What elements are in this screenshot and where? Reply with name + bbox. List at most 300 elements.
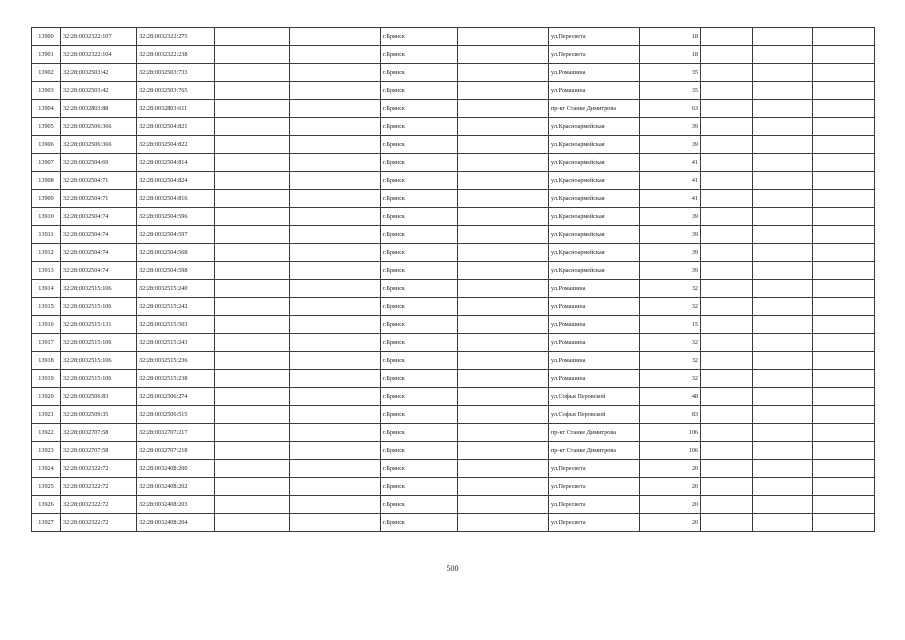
empty-cell <box>753 370 813 388</box>
empty-cell <box>458 424 549 442</box>
street-cell: ул.Красноармейская <box>549 136 640 154</box>
city-cell: г.Брянск <box>381 154 458 172</box>
street-cell: ул.Красноармейская <box>549 262 640 280</box>
street-cell: ул.Ромашина <box>549 352 640 370</box>
table-row <box>32 514 875 532</box>
house-number: 20 <box>640 514 701 532</box>
empty-cell <box>813 478 875 496</box>
empty-cell <box>701 424 753 442</box>
parcel-number: 32:28:0032504:74 <box>61 262 137 280</box>
empty-cell <box>701 244 753 262</box>
table-row <box>32 406 875 424</box>
city-cell: г.Брянск <box>381 46 458 64</box>
street-cell: ул.Красноармейская <box>549 154 640 172</box>
empty-cell <box>701 496 753 514</box>
empty-cell <box>701 388 753 406</box>
table-row <box>32 172 875 190</box>
street-cell: ул.Красноармейская <box>549 172 640 190</box>
empty-cell <box>701 478 753 496</box>
house-number: 39 <box>640 244 701 262</box>
row-number: 13909 <box>32 190 61 208</box>
empty-cell <box>701 136 753 154</box>
street-cell: ул.Ромашина <box>549 316 640 334</box>
empty-cell <box>701 334 753 352</box>
city-cell: г.Брянск <box>381 406 458 424</box>
empty-cell <box>290 388 381 406</box>
parcel-number: 32:28:0032506:83 <box>61 388 137 406</box>
empty-cell <box>813 118 875 136</box>
row-number: 13921 <box>32 406 61 424</box>
empty-cell <box>813 28 875 46</box>
cadastral-number: 32:28:0032503:733 <box>137 64 215 82</box>
row-number: 13900 <box>32 28 61 46</box>
empty-cell <box>701 352 753 370</box>
city-cell: г.Брянск <box>381 298 458 316</box>
empty-cell <box>813 334 875 352</box>
empty-cell <box>215 298 290 316</box>
empty-cell <box>753 514 813 532</box>
city-cell: г.Брянск <box>381 136 458 154</box>
empty-cell <box>290 424 381 442</box>
empty-cell <box>701 460 753 478</box>
house-number: 39 <box>640 136 701 154</box>
table-row <box>32 154 875 172</box>
empty-cell <box>813 352 875 370</box>
house-number: 41 <box>640 190 701 208</box>
empty-cell <box>215 514 290 532</box>
empty-cell <box>215 46 290 64</box>
house-number: 39 <box>640 208 701 226</box>
empty-cell <box>701 442 753 460</box>
parcel-number: 32:28:0032322:72 <box>61 514 137 532</box>
table-row <box>32 316 875 334</box>
empty-cell <box>215 100 290 118</box>
city-cell: г.Брянск <box>381 514 458 532</box>
empty-cell <box>290 154 381 172</box>
table-row <box>32 208 875 226</box>
empty-cell <box>753 46 813 64</box>
empty-cell <box>458 460 549 478</box>
street-cell: ул.Ромашина <box>549 298 640 316</box>
street-cell: пр-кт Станке Димитрова <box>549 100 640 118</box>
row-number: 13926 <box>32 496 61 514</box>
cadastral-number: 32:28:0032408:203 <box>137 496 215 514</box>
cadastral-number: 32:28:0032515:238 <box>137 370 215 388</box>
street-cell: ул.Ромашина <box>549 280 640 298</box>
empty-cell <box>753 154 813 172</box>
table-row <box>32 100 875 118</box>
cadastral-number: 32:28:0032515:243 <box>137 334 215 352</box>
row-number: 13925 <box>32 478 61 496</box>
empty-cell <box>701 262 753 280</box>
empty-cell <box>215 190 290 208</box>
house-number: 20 <box>640 496 701 514</box>
city-cell: г.Брянск <box>381 28 458 46</box>
table-row <box>32 46 875 64</box>
house-number: 15 <box>640 316 701 334</box>
empty-cell <box>458 406 549 424</box>
empty-cell <box>813 154 875 172</box>
empty-cell <box>290 100 381 118</box>
empty-cell <box>458 280 549 298</box>
empty-cell <box>813 82 875 100</box>
row-number: 13904 <box>32 100 61 118</box>
street-cell: ул.Красноармейская <box>549 190 640 208</box>
cadastral-number: 32:28:0032515:242 <box>137 298 215 316</box>
table-row <box>32 388 875 406</box>
empty-cell <box>753 280 813 298</box>
street-cell: ул.Пересвета <box>549 478 640 496</box>
table-row <box>32 190 875 208</box>
empty-cell <box>458 82 549 100</box>
empty-cell <box>753 118 813 136</box>
empty-cell <box>753 316 813 334</box>
city-cell: г.Брянск <box>381 82 458 100</box>
cadastral-number: 32:28:0032707:218 <box>137 442 215 460</box>
empty-cell <box>215 388 290 406</box>
row-number: 13903 <box>32 82 61 100</box>
row-number: 13913 <box>32 262 61 280</box>
cadastral-number: 32:28:0032504:598 <box>137 262 215 280</box>
empty-cell <box>290 442 381 460</box>
empty-cell <box>458 442 549 460</box>
street-cell: ул.Красноармейская <box>549 244 640 262</box>
parcel-number: 32:28:0032322:104 <box>61 46 137 64</box>
house-number: 39 <box>640 118 701 136</box>
empty-cell <box>215 136 290 154</box>
house-number: 41 <box>640 172 701 190</box>
parcel-number: 32:28:0032504:74 <box>61 208 137 226</box>
parcel-number: 32:28:0032515:106 <box>61 280 137 298</box>
empty-cell <box>753 388 813 406</box>
empty-cell <box>458 190 549 208</box>
street-cell: ул.Ромашина <box>549 82 640 100</box>
parcel-number: 32:28:0032515:106 <box>61 334 137 352</box>
empty-cell <box>458 370 549 388</box>
parcel-number: 32:28:0032515:106 <box>61 298 137 316</box>
table-row <box>32 82 875 100</box>
city-cell: г.Брянск <box>381 262 458 280</box>
empty-cell <box>215 352 290 370</box>
empty-cell <box>753 244 813 262</box>
city-cell: г.Брянск <box>381 388 458 406</box>
empty-cell <box>290 352 381 370</box>
empty-cell <box>813 388 875 406</box>
empty-cell <box>753 406 813 424</box>
empty-cell <box>290 496 381 514</box>
city-cell: г.Брянск <box>381 424 458 442</box>
street-cell: ул.Пересвета <box>549 496 640 514</box>
empty-cell <box>215 82 290 100</box>
table-row <box>32 64 875 82</box>
house-number: 20 <box>640 460 701 478</box>
table-row <box>32 334 875 352</box>
empty-cell <box>458 28 549 46</box>
row-number: 13914 <box>32 280 61 298</box>
parcel-number: 32:28:0032707:58 <box>61 442 137 460</box>
table-row <box>32 226 875 244</box>
empty-cell <box>753 352 813 370</box>
empty-cell <box>701 82 753 100</box>
empty-cell <box>753 424 813 442</box>
parcel-number: 32:28:0032504:74 <box>61 226 137 244</box>
parcel-number: 32:28:0032322:72 <box>61 478 137 496</box>
table-body <box>32 28 875 532</box>
parcel-number: 32:28:0032506:366 <box>61 118 137 136</box>
empty-cell <box>290 82 381 100</box>
city-cell: г.Брянск <box>381 226 458 244</box>
empty-cell <box>458 514 549 532</box>
empty-cell <box>753 442 813 460</box>
empty-cell <box>753 226 813 244</box>
street-cell: пр-кт Станке Димитрова <box>549 424 640 442</box>
empty-cell <box>701 370 753 388</box>
empty-cell <box>753 190 813 208</box>
empty-cell <box>290 460 381 478</box>
empty-cell <box>753 478 813 496</box>
empty-cell <box>701 100 753 118</box>
empty-cell <box>290 280 381 298</box>
empty-cell <box>701 28 753 46</box>
row-number: 13908 <box>32 172 61 190</box>
cadastral-number: 32:28:0032504:824 <box>137 172 215 190</box>
row-number: 13922 <box>32 424 61 442</box>
table-row <box>32 136 875 154</box>
empty-cell <box>701 64 753 82</box>
empty-cell <box>215 262 290 280</box>
empty-cell <box>290 478 381 496</box>
house-number: 32 <box>640 280 701 298</box>
city-cell: г.Брянск <box>381 244 458 262</box>
empty-cell <box>290 244 381 262</box>
cadastral-number: 32:28:0032515:236 <box>137 352 215 370</box>
empty-cell <box>290 118 381 136</box>
row-number: 13920 <box>32 388 61 406</box>
empty-cell <box>215 370 290 388</box>
empty-cell <box>753 208 813 226</box>
house-number: 35 <box>640 82 701 100</box>
empty-cell <box>701 172 753 190</box>
parcel-number: 32:28:0032504:69 <box>61 154 137 172</box>
empty-cell <box>813 226 875 244</box>
empty-cell <box>215 316 290 334</box>
empty-cell <box>458 118 549 136</box>
cadastral-number: 32:28:0032504:821 <box>137 118 215 136</box>
empty-cell <box>215 460 290 478</box>
house-number: 41 <box>640 154 701 172</box>
cadastral-number: 32:28:0032503:765 <box>137 82 215 100</box>
empty-cell <box>753 28 813 46</box>
cadastral-number: 32:28:0032515:240 <box>137 280 215 298</box>
empty-cell <box>813 460 875 478</box>
empty-cell <box>290 64 381 82</box>
empty-cell <box>458 334 549 352</box>
empty-cell <box>753 82 813 100</box>
street-cell: ул.Софьи Перовской <box>549 406 640 424</box>
house-number: 106 <box>640 442 701 460</box>
table-row <box>32 496 875 514</box>
empty-cell <box>290 370 381 388</box>
empty-cell <box>215 496 290 514</box>
empty-cell <box>458 388 549 406</box>
empty-cell <box>290 172 381 190</box>
street-cell: ул.Софьи Перовской <box>549 388 640 406</box>
parcel-number: 32:28:0032707:58 <box>61 424 137 442</box>
empty-cell <box>458 46 549 64</box>
empty-cell <box>753 136 813 154</box>
empty-cell <box>753 496 813 514</box>
city-cell: г.Брянск <box>381 478 458 496</box>
street-cell: пр-кт Станке Димитрова <box>549 442 640 460</box>
row-number: 13924 <box>32 460 61 478</box>
row-number: 13911 <box>32 226 61 244</box>
empty-cell <box>458 496 549 514</box>
row-number: 13901 <box>32 46 61 64</box>
cadastral-number: 32:28:0032506:515 <box>137 406 215 424</box>
street-cell: ул.Ромашина <box>549 64 640 82</box>
house-number: 32 <box>640 298 701 316</box>
table-row <box>32 262 875 280</box>
row-number: 13917 <box>32 334 61 352</box>
empty-cell <box>458 64 549 82</box>
empty-cell <box>813 46 875 64</box>
empty-cell <box>753 262 813 280</box>
city-cell: г.Брянск <box>381 172 458 190</box>
city-cell: г.Брянск <box>381 64 458 82</box>
cadastral-number: 32:28:0032515:503 <box>137 316 215 334</box>
house-number: 32 <box>640 370 701 388</box>
empty-cell <box>813 406 875 424</box>
row-number: 13912 <box>32 244 61 262</box>
parcel-number: 32:28:0032504:71 <box>61 172 137 190</box>
row-number: 13902 <box>32 64 61 82</box>
empty-cell <box>813 424 875 442</box>
empty-cell <box>813 514 875 532</box>
empty-cell <box>753 172 813 190</box>
empty-cell <box>215 244 290 262</box>
city-cell: г.Брянск <box>381 370 458 388</box>
parcel-number: 32:28:0032503:42 <box>61 82 137 100</box>
cadastral-number: 32:28:0032803:611 <box>137 100 215 118</box>
table-row <box>32 478 875 496</box>
parcel-number: 32:28:0032322:72 <box>61 496 137 514</box>
parcel-number: 32:28:0032515:131 <box>61 316 137 334</box>
house-number: 39 <box>640 262 701 280</box>
empty-cell <box>290 28 381 46</box>
empty-cell <box>215 424 290 442</box>
cadastral-number: 32:28:0032504:816 <box>137 190 215 208</box>
empty-cell <box>701 298 753 316</box>
empty-cell <box>813 442 875 460</box>
table-row <box>32 28 875 46</box>
empty-cell <box>215 442 290 460</box>
city-cell: г.Брянск <box>381 496 458 514</box>
empty-cell <box>813 136 875 154</box>
empty-cell <box>458 154 549 172</box>
cadastral-number: 32:28:0032408:202 <box>137 478 215 496</box>
empty-cell <box>290 316 381 334</box>
street-cell: ул.Красноармейская <box>549 208 640 226</box>
empty-cell <box>290 190 381 208</box>
street-cell: ул.Пересвета <box>549 46 640 64</box>
row-number: 13918 <box>32 352 61 370</box>
empty-cell <box>701 406 753 424</box>
parcel-number: 32:28:0032503:42 <box>61 64 137 82</box>
city-cell: г.Брянск <box>381 280 458 298</box>
cadastral-number: 32:28:0032322:275 <box>137 28 215 46</box>
row-number: 13915 <box>32 298 61 316</box>
empty-cell <box>458 298 549 316</box>
empty-cell <box>753 64 813 82</box>
empty-cell <box>813 208 875 226</box>
city-cell: г.Брянск <box>381 208 458 226</box>
empty-cell <box>701 208 753 226</box>
empty-cell <box>753 334 813 352</box>
street-cell: ул.Пересвета <box>549 28 640 46</box>
empty-cell <box>813 298 875 316</box>
empty-cell <box>813 100 875 118</box>
empty-cell <box>753 100 813 118</box>
empty-cell <box>458 136 549 154</box>
house-number: 18 <box>640 46 701 64</box>
empty-cell <box>701 154 753 172</box>
empty-cell <box>215 406 290 424</box>
street-cell: ул.Пересвета <box>549 460 640 478</box>
empty-cell <box>290 46 381 64</box>
empty-cell <box>290 298 381 316</box>
street-cell: ул.Красноармейская <box>549 118 640 136</box>
empty-cell <box>458 208 549 226</box>
house-number: 106 <box>640 424 701 442</box>
row-number: 13916 <box>32 316 61 334</box>
parcel-number: 32:28:0032504:71 <box>61 190 137 208</box>
house-number: 63 <box>640 100 701 118</box>
cadastral-number: 32:28:0032504:822 <box>137 136 215 154</box>
empty-cell <box>701 316 753 334</box>
empty-cell <box>701 514 753 532</box>
parcel-number: 32:28:0032506:366 <box>61 136 137 154</box>
empty-cell <box>215 118 290 136</box>
street-cell: ул.Красноармейская <box>549 226 640 244</box>
table-row <box>32 244 875 262</box>
table-row <box>32 118 875 136</box>
empty-cell <box>458 316 549 334</box>
row-number: 13906 <box>32 136 61 154</box>
empty-cell <box>215 64 290 82</box>
table-row <box>32 370 875 388</box>
parcel-number: 32:28:0032515:106 <box>61 370 137 388</box>
house-number: 39 <box>640 226 701 244</box>
house-number: 20 <box>640 478 701 496</box>
empty-cell <box>701 190 753 208</box>
empty-cell <box>701 226 753 244</box>
empty-cell <box>215 280 290 298</box>
empty-cell <box>813 496 875 514</box>
row-number: 13907 <box>32 154 61 172</box>
cadastral-number: 32:28:0032506:274 <box>137 388 215 406</box>
city-cell: г.Брянск <box>381 118 458 136</box>
empty-cell <box>813 280 875 298</box>
cadastral-number: 32:28:0032504:596 <box>137 208 215 226</box>
parcel-number: 32:28:0032322:107 <box>61 28 137 46</box>
cadastral-number: 32:28:0032504:568 <box>137 244 215 262</box>
empty-cell <box>290 262 381 280</box>
empty-cell <box>290 334 381 352</box>
empty-cell <box>215 208 290 226</box>
house-number: 18 <box>640 28 701 46</box>
empty-cell <box>753 298 813 316</box>
empty-cell <box>753 460 813 478</box>
